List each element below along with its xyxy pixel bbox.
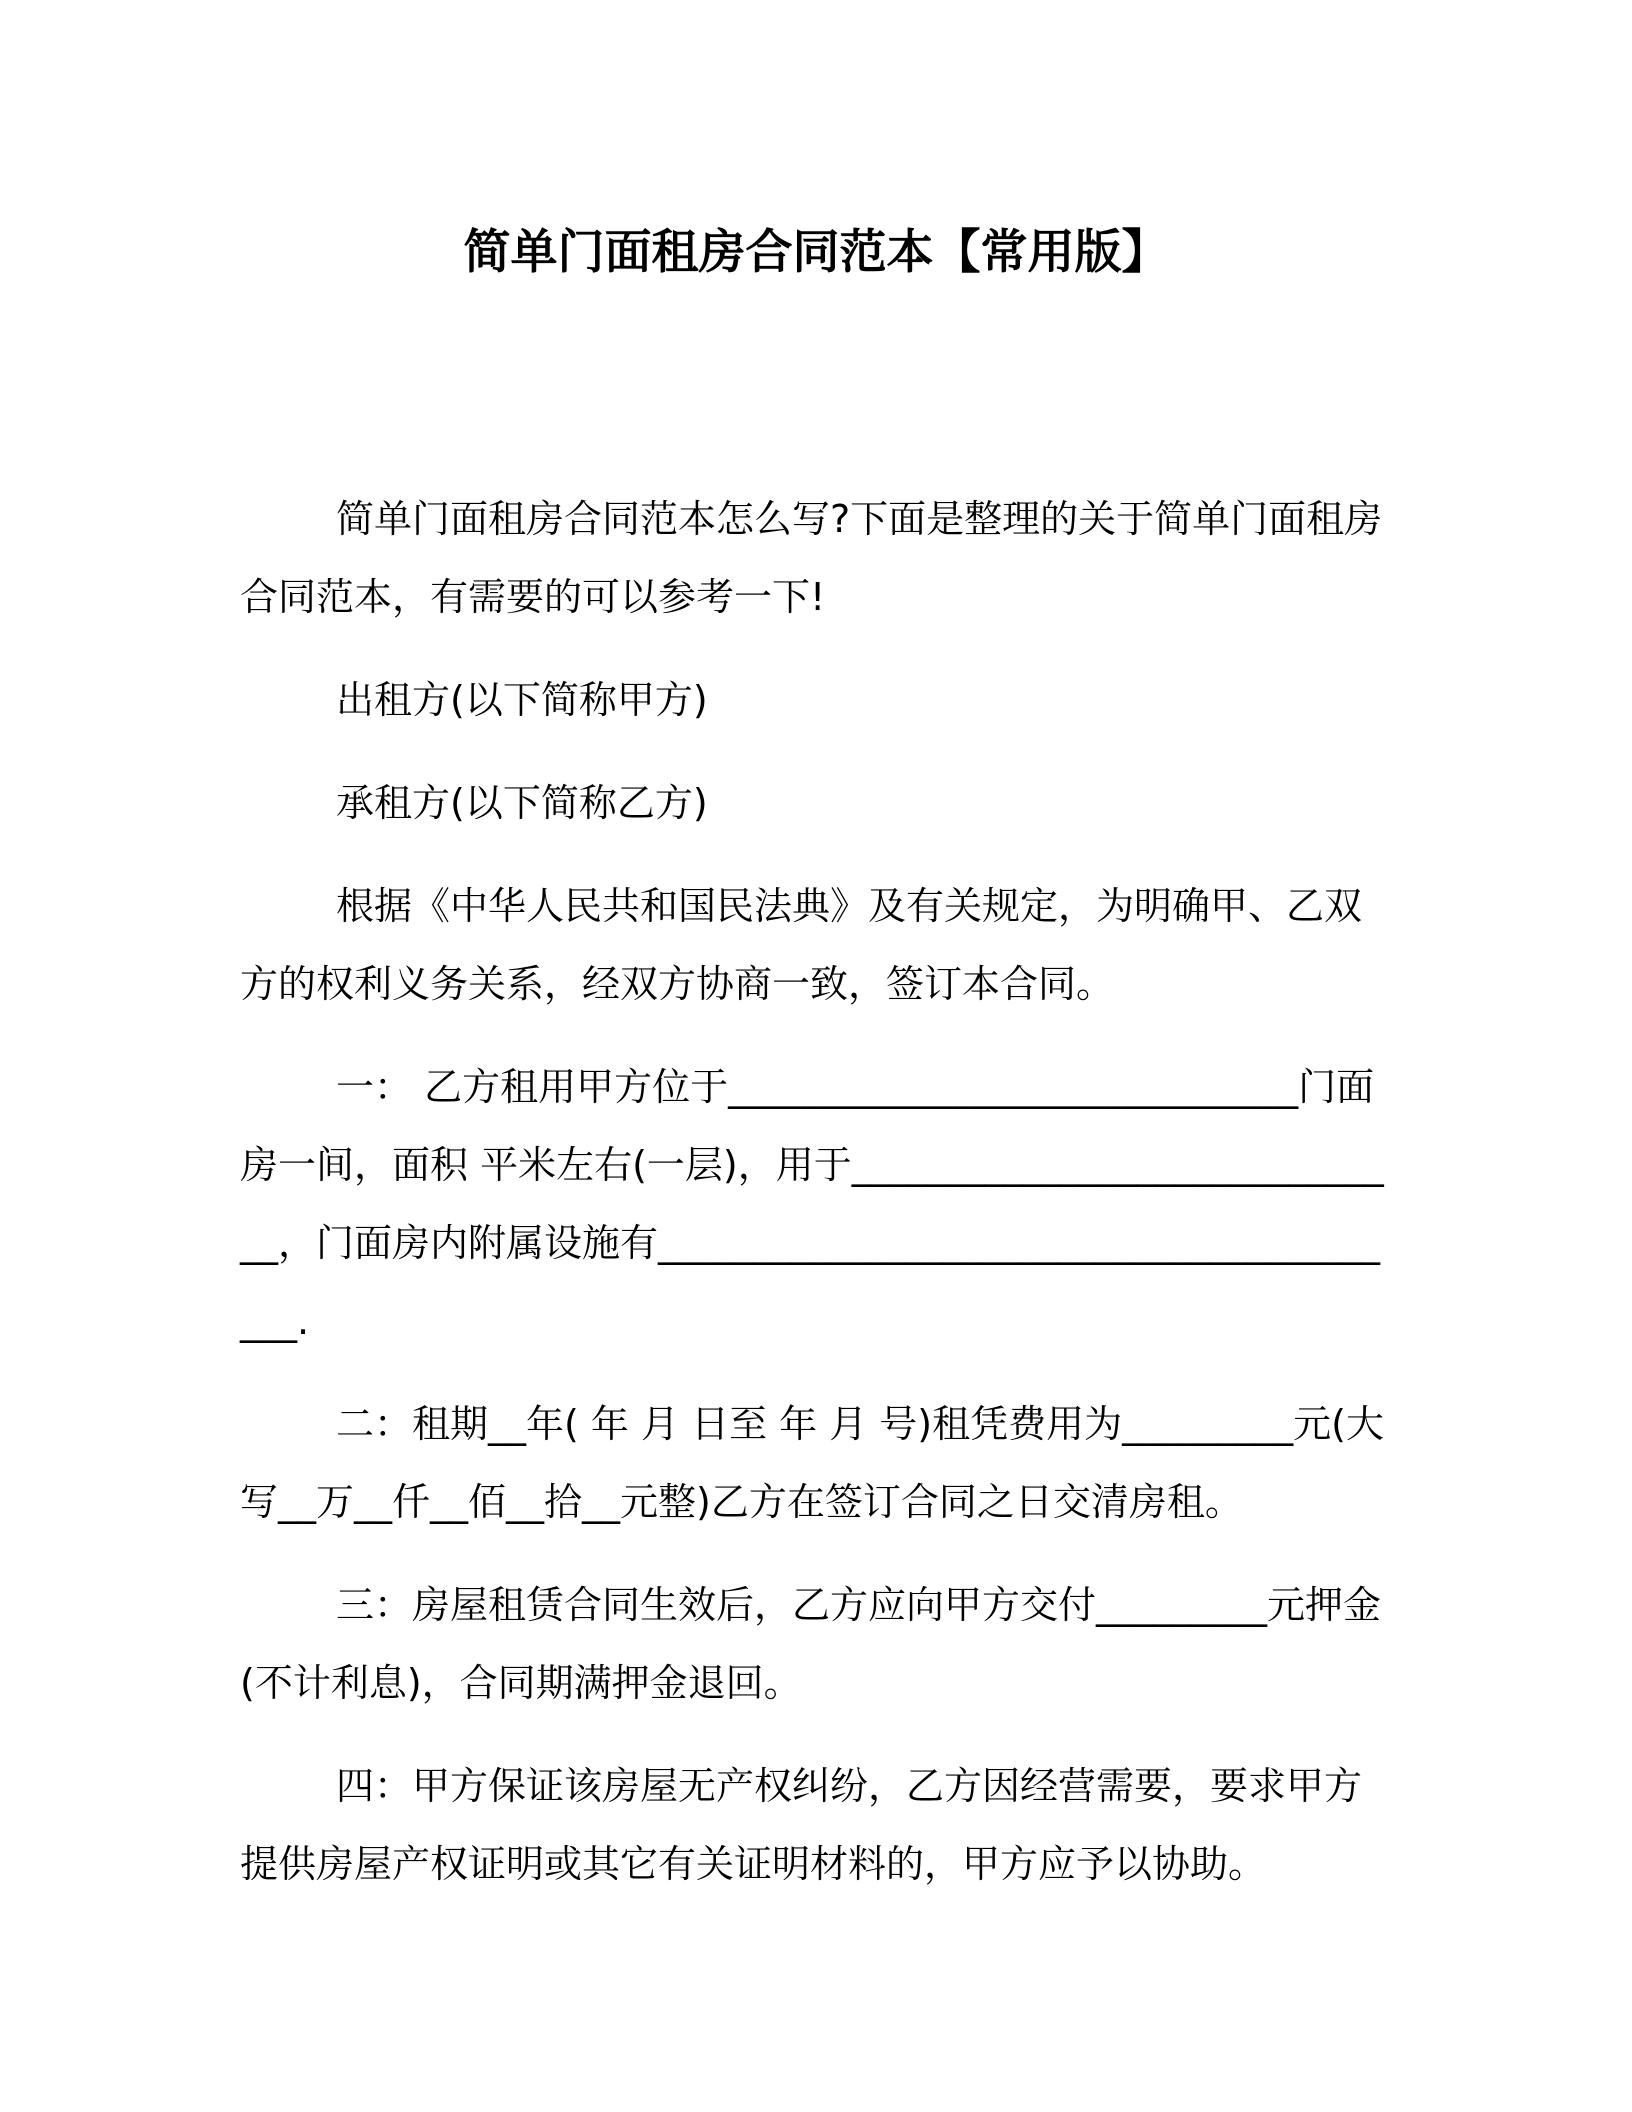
document-body xyxy=(240,480,1390,1928)
lessee-paragraph: 承租方(以下简称乙方) xyxy=(336,781,708,825)
basis-paragraph: 根据《中华人民共和国民法典》及有关规定，为明确甲、乙双方的权利义务关系，经双方协商一致，签订本合同。 xyxy=(240,884,1363,1006)
clause-2-paragraph: 二：租期__年( 年 月 日至 年 月 号)租凭费用为_________元(大写__万__仟__佰__拾__元整)乙方在签订合同之日交清房租。 xyxy=(240,1402,1384,1524)
lessor-paragraph: 出租方(以下简称甲方) xyxy=(336,678,708,722)
document-title: 简单门面租房合同范本【常用版】 xyxy=(463,225,1169,280)
clause-3-paragraph: 三：房屋租赁合同生效后，乙方应向甲方交付_________元押金(不计利息)，合同期满押金退回。 xyxy=(240,1583,1382,1705)
clause-1-paragraph: 一： 乙方租用甲方位于______________________________门面房一间，面积 平米左右(一层)，用于______________________________，门面房内附属设施有_________________________________________. xyxy=(240,1065,1384,1343)
clause-4-paragraph: 四：甲方保证该房屋无产权纠纷，乙方因经营需要，要求甲方提供房屋产权证明或其它有关证明材料的，甲方应予以协助。 xyxy=(240,1764,1363,1886)
intro-paragraph: 简单门面租房合同范本怎么写?下面是整理的关于简单门面租房合同范本，有需要的可以参考一下! xyxy=(240,497,1383,619)
